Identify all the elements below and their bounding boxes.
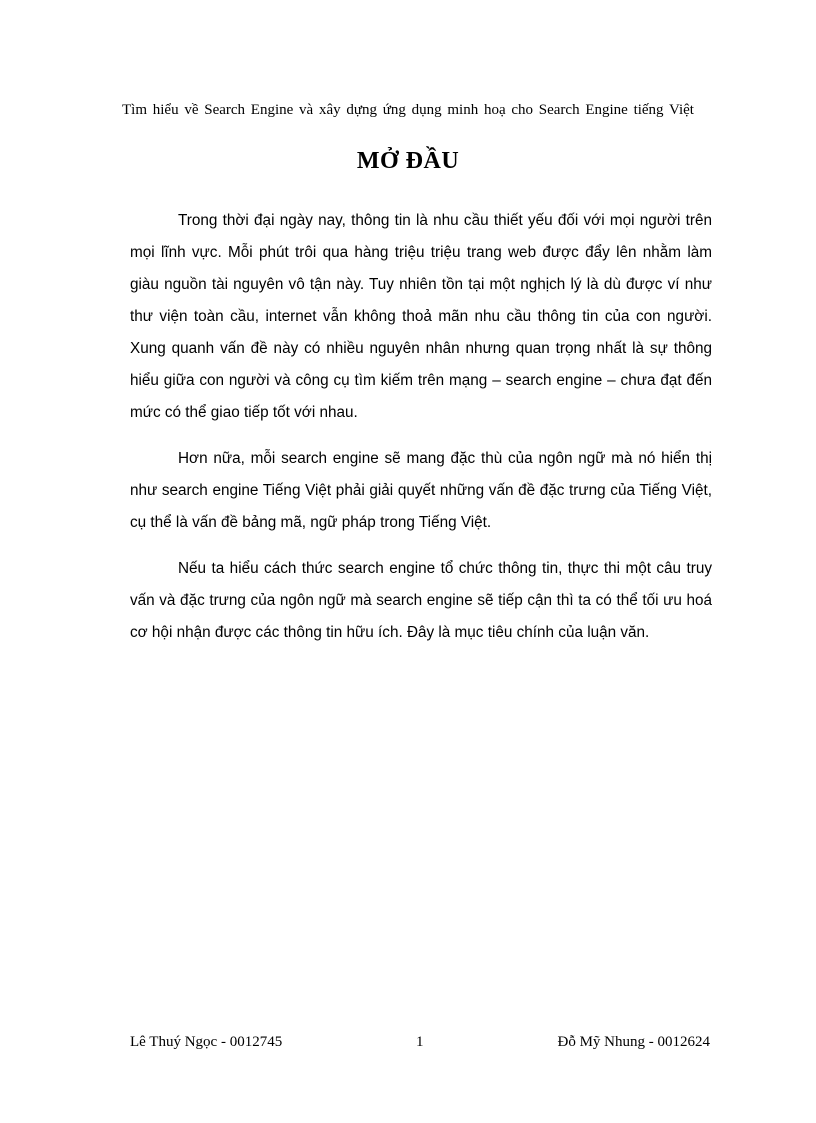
- page-title: MỞ ĐẦU: [356, 148, 460, 174]
- page-number: 1: [416, 1034, 424, 1050]
- document-body: [130, 205, 712, 663]
- paragraph-2: Hơn nữa, mỗi search engine sẽ mang đặc thù của ngôn ngữ mà nó hiển thị như search engine Tiếng Việt phải giải quyết những vấn đề đặc trưng của Tiếng Việt, cụ thể là vấn đề bảng mã, ngữ pháp trong Tiếng Việt.: [130, 450, 712, 531]
- paragraph-3: Nếu ta hiểu cách thức search engine tổ chức thông tin, thực thi một câu truy vấn và đặc trưng của ngôn ngữ mà search engine sẽ tiếp cận thì ta có thể tối ưu hoá cơ hội nhận được các thông tin hữu ích. Đây là mục tiêu chính của luận văn.: [130, 560, 712, 641]
- page-footer: [130, 1034, 712, 1058]
- footer-author-left: Lê Thuý Ngọc - 0012745: [130, 1034, 283, 1050]
- paragraph-1: Trong thời đại ngày nay, thông tin là nhu cầu thiết yếu đối với mọi người trên mọi lĩnh vực. Mỗi phút trôi qua hàng triệu triệu trang web được đẩy lên nhằm làm giàu nguồn tài nguyên vô tận này. Tuy nhiên tồn tại một nghịch lý là dù được ví như thư viện toàn cầu, internet vẫn không thoả mãn nhu cầu thông tin của con người. Xung quanh vấn đề này có nhiều nguyên nhân nhưng quan trọng nhất là sự thông hiểu giữa con người và công cụ tìm kiếm trên mạng – search engine – chưa đạt đến mức có thể giao tiếp tốt với nhau.: [130, 212, 712, 421]
- running-header: Tìm hiểu về Search Engine và xây dựng ứng dụng minh hoạ cho Search Engine tiếng Việt: [122, 102, 694, 118]
- footer-author-right: Đỗ Mỹ Nhung - 0012624: [557, 1034, 710, 1050]
